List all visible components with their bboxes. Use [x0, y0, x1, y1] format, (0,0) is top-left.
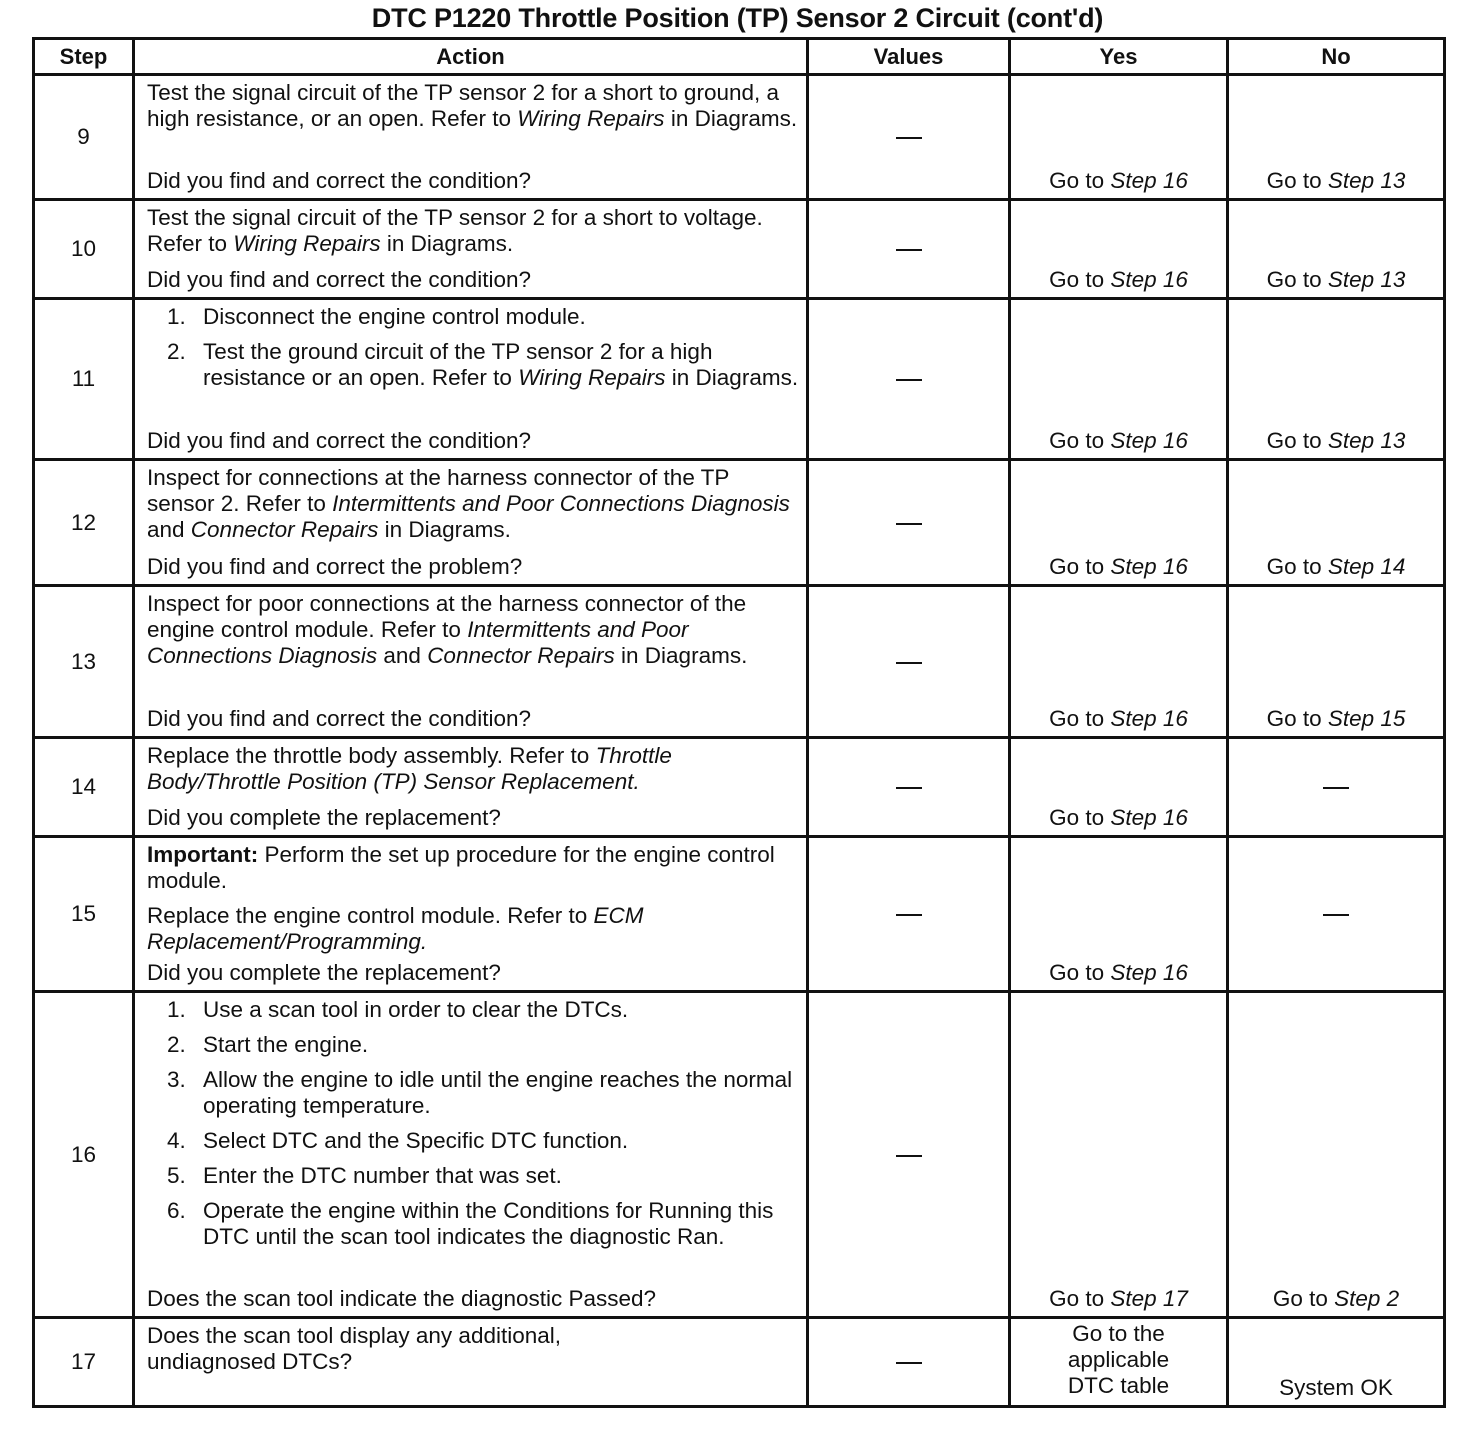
action-text: Replace the throttle body assembly. Refer to Throttle Body/Throttle Position (TP) Sensor Replacement. — [147, 743, 672, 794]
list-item: 2. Test the ground circuit of the TP sensor 2 for a high resistance or an open. Refer to Wiring Repairs in Diagrams. — [167, 339, 799, 390]
no-cell: Go to Step 13 — [1228, 75, 1445, 200]
page-title: DTC P1220 Throttle Position (TP) Sensor 2 Circuit (cont'd) — [371, 3, 1104, 33]
diagnostic-table — [32, 37, 1446, 1408]
table-row — [34, 460, 1445, 586]
header-values: Values — [808, 39, 1010, 75]
yes-cell: Go to Step 16 — [1010, 299, 1228, 460]
step-number: 15 — [34, 837, 134, 992]
no-cell: Go to Step 14 — [1228, 460, 1445, 586]
step-number: 16 — [34, 992, 134, 1318]
no-cell — [1228, 837, 1445, 992]
step-number: 14 — [34, 738, 134, 837]
yes-cell: Go to Step 16 — [1010, 75, 1228, 200]
step-number: 11 — [34, 299, 134, 460]
step-number: 12 — [34, 460, 134, 586]
table-row — [34, 586, 1445, 738]
action-cell — [134, 299, 808, 460]
header-action: Action — [134, 39, 808, 75]
substep-list — [147, 997, 800, 1250]
header-no: No — [1228, 39, 1445, 75]
action-question: Did you find and correct the problem? — [147, 554, 523, 579]
list-item: 1. Disconnect the engine control module. — [167, 304, 586, 329]
action-cell — [134, 738, 808, 837]
dash-mark — [896, 249, 922, 251]
action-cell — [134, 460, 808, 586]
action-question: Does the scan tool display any additional, undiagnosed DTCs? — [147, 1323, 562, 1374]
list-item: 6. Operate the engine within the Conditions for Running this DTC until the scan tool indicates the diagnostic Ran. — [167, 1198, 774, 1249]
action-text: Test the signal circuit of the TP sensor 2 for a short to ground, a high resistance, or an open. Refer to Wiring Repairs in Diagrams. — [147, 80, 798, 131]
list-item: 2. Start the engine. — [167, 1032, 369, 1057]
step-number: 17 — [34, 1318, 134, 1407]
action-text: Inspect for poor connections at the harness connector of the engine control module. Refer to Intermittents and Poor Connections Diagnosis and Connector Repairs in Diagrams. — [147, 591, 748, 668]
no-cell: Go to Step 13 — [1228, 200, 1445, 299]
action-cell — [134, 586, 808, 738]
step-number: 10 — [34, 200, 134, 299]
action-text: Test the signal circuit of the TP sensor 2 for a short to voltage. Refer to Wiring Repairs in Diagrams. — [147, 205, 763, 256]
action-question: Did you find and correct the condition? — [147, 168, 531, 193]
dash-mark — [1323, 914, 1349, 916]
yes-cell: Go to Step 16 — [1010, 837, 1228, 992]
header-yes: Yes — [1010, 39, 1228, 75]
values-cell — [808, 1318, 1010, 1407]
list-item: 4. Select DTC and the Specific DTC function. — [167, 1128, 629, 1153]
no-cell: Go to Step 2 — [1228, 992, 1445, 1318]
header-step: Step — [34, 39, 134, 75]
no-cell: System OK — [1228, 1318, 1445, 1407]
action-question: Did you complete the replacement? — [147, 960, 501, 985]
action-question: Did you find and correct the condition? — [147, 706, 531, 731]
values-cell — [808, 299, 1010, 460]
action-cell — [134, 992, 808, 1318]
action-question: Did you find and correct the condition? — [147, 267, 531, 292]
yes-cell: Go to Step 16 — [1010, 738, 1228, 837]
dash-mark — [896, 662, 922, 664]
dash-mark — [896, 1362, 922, 1364]
action-cell — [134, 200, 808, 299]
important-note: Important: Perform the set up procedure for the engine control module. — [147, 842, 775, 893]
dash-mark — [896, 379, 922, 381]
list-item: 5. Enter the DTC number that was set. — [167, 1163, 562, 1188]
no-cell: Go to Step 13 — [1228, 299, 1445, 460]
action-question: Does the scan tool indicate the diagnostic Passed? — [147, 1286, 657, 1311]
values-cell — [808, 75, 1010, 200]
values-cell — [808, 738, 1010, 837]
values-cell — [808, 992, 1010, 1318]
dash-mark — [896, 137, 922, 139]
no-cell — [1228, 738, 1445, 837]
step-number: 9 — [34, 75, 134, 200]
yes-cell: Go to the applicable DTC table — [1010, 1318, 1228, 1407]
table-row — [34, 299, 1445, 460]
values-cell — [808, 200, 1010, 299]
values-cell — [808, 586, 1010, 738]
table-row — [34, 75, 1445, 200]
action-text: Inspect for connections at the harness connector of the TP sensor 2. Refer to Intermittents and Poor Connections Diagnosis and Connector Repairs in Diagrams. — [147, 465, 790, 542]
action-cell — [134, 1318, 808, 1407]
action-cell — [134, 75, 808, 200]
table-row — [34, 837, 1445, 992]
step-number: 13 — [34, 586, 134, 738]
substep-list — [147, 304, 800, 391]
dash-mark — [1323, 787, 1349, 789]
dash-mark — [896, 787, 922, 789]
table-row — [34, 738, 1445, 837]
dash-mark — [896, 914, 922, 916]
yes-cell: Go to Step 16 — [1010, 460, 1228, 586]
action-cell — [134, 837, 808, 992]
yes-cell: Go to Step 16 — [1010, 200, 1228, 299]
table-row — [34, 1318, 1445, 1407]
header-row — [34, 39, 1445, 75]
table-row — [34, 200, 1445, 299]
dash-mark — [896, 523, 922, 525]
yes-cell: Go to Step 16 — [1010, 586, 1228, 738]
table-row — [34, 992, 1445, 1318]
list-item: 3. Allow the engine to idle until the engine reaches the normal operating temperature. — [167, 1067, 793, 1118]
action-question: Did you complete the replacement? — [147, 805, 501, 830]
no-cell: Go to Step 15 — [1228, 586, 1445, 738]
values-cell — [808, 460, 1010, 586]
values-cell — [808, 837, 1010, 992]
yes-cell: Go to Step 17 — [1010, 992, 1228, 1318]
dash-mark — [896, 1155, 922, 1157]
action-question: Did you find and correct the condition? — [147, 428, 531, 453]
action-text: Replace the engine control module. Refer to ECM Replacement/Programming. — [147, 903, 644, 954]
list-item: 1. Use a scan tool in order to clear the DTCs. — [167, 997, 629, 1022]
